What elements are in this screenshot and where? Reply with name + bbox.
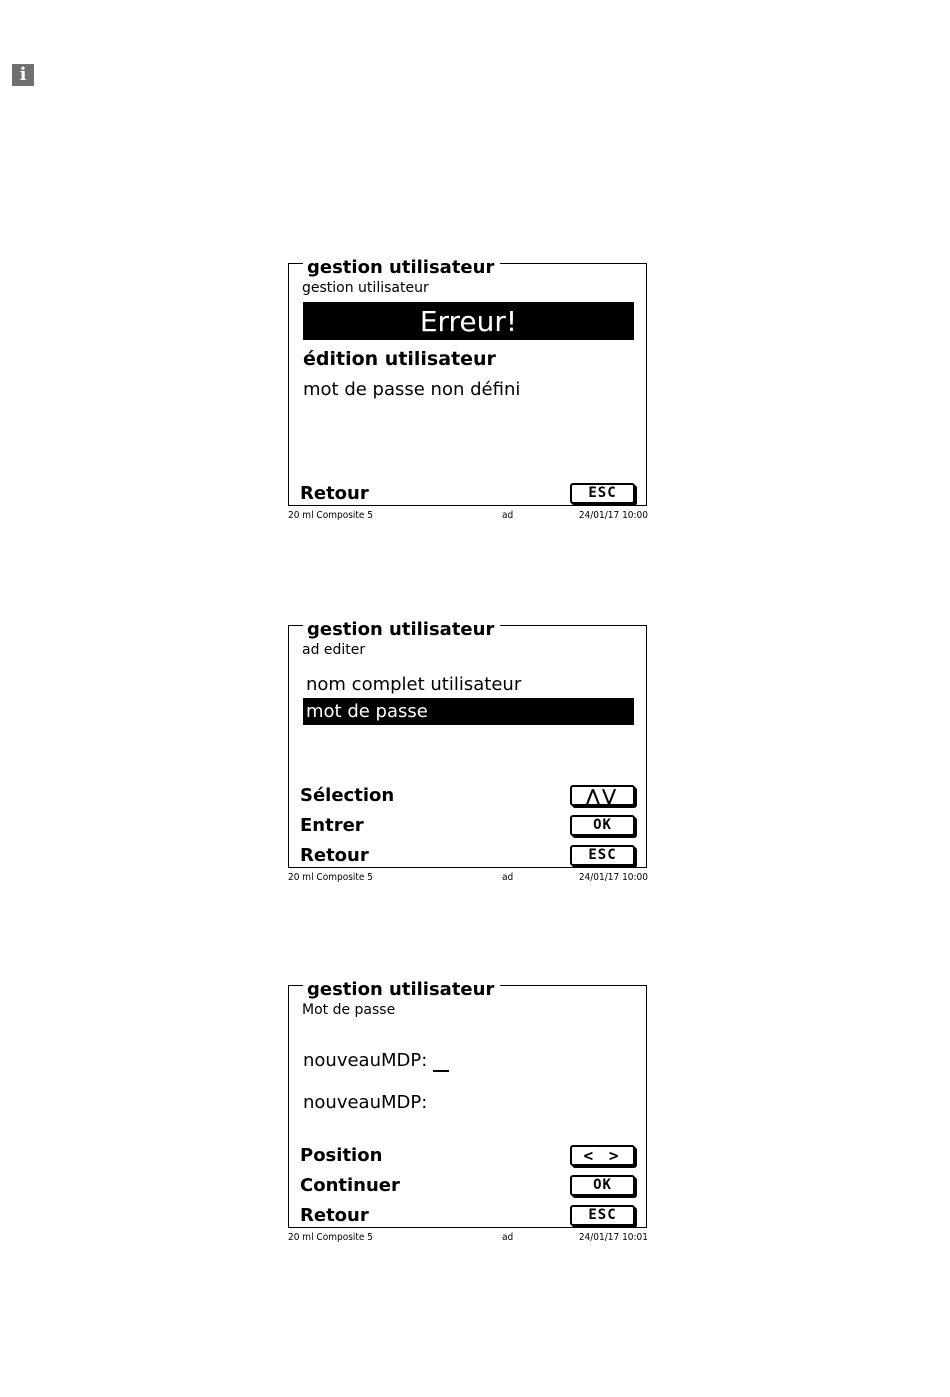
error-heading: édition utilisateur bbox=[303, 348, 496, 370]
ok-key-button[interactable]: OK bbox=[570, 815, 635, 836]
info-icon: i bbox=[12, 64, 34, 86]
edit-user-screen bbox=[286, 620, 650, 892]
ok-key-button[interactable]: OK bbox=[570, 1175, 635, 1196]
back-label: Retour bbox=[300, 483, 369, 504]
screen-subtitle: ad editer bbox=[302, 642, 366, 658]
status-bar bbox=[286, 1231, 650, 1245]
status-bar bbox=[286, 509, 650, 523]
esc-key-button[interactable]: ESC bbox=[570, 483, 635, 504]
password-screen bbox=[286, 980, 650, 1252]
screen-frame bbox=[288, 619, 647, 868]
status-bar bbox=[286, 871, 650, 885]
new-password-label: nouveauMDP: bbox=[303, 1050, 428, 1071]
status-method: 20 ml Composite 5 bbox=[288, 1232, 374, 1243]
status-datetime: 24/01/17 10:01 bbox=[578, 1232, 648, 1243]
left-right-key-button[interactable]: < > bbox=[570, 1145, 635, 1166]
esc-key-button[interactable]: ESC bbox=[570, 1205, 635, 1226]
screen-frame bbox=[288, 979, 647, 1228]
status-user: ad bbox=[502, 510, 514, 521]
screen-subtitle: gestion utilisateur bbox=[302, 280, 429, 296]
screen-subtitle: Mot de passe bbox=[302, 1002, 396, 1018]
error-screen bbox=[286, 258, 650, 530]
screen-title: gestion utilisateur bbox=[303, 620, 500, 640]
text-cursor bbox=[433, 1070, 449, 1072]
back-label: Retour bbox=[300, 1205, 369, 1226]
screen-frame bbox=[288, 257, 647, 506]
position-label: Position bbox=[300, 1145, 383, 1166]
back-label: Retour bbox=[300, 845, 369, 866]
status-method: 20 ml Composite 5 bbox=[288, 510, 374, 521]
confirm-password-label: nouveauMDP: bbox=[303, 1092, 428, 1113]
menu-item-full-name[interactable]: nom complet utilisateur bbox=[306, 674, 522, 695]
error-banner: Erreur! bbox=[303, 302, 634, 340]
status-method: 20 ml Composite 5 bbox=[288, 872, 374, 883]
status-datetime: 24/01/17 10:00 bbox=[578, 872, 648, 883]
confirm-password-field[interactable] bbox=[303, 1092, 427, 1114]
esc-key-button[interactable]: ESC bbox=[570, 845, 635, 866]
menu-item-password[interactable]: mot de passe bbox=[303, 698, 634, 725]
status-user: ad bbox=[502, 1232, 514, 1243]
continue-label: Continuer bbox=[300, 1175, 400, 1196]
status-user: ad bbox=[502, 872, 514, 883]
up-down-key-button[interactable]: ⋀⋁ bbox=[570, 785, 635, 806]
screen-title: gestion utilisateur bbox=[303, 980, 500, 1000]
status-datetime: 24/01/17 10:00 bbox=[578, 510, 648, 521]
selection-label: Sélection bbox=[300, 785, 395, 806]
new-password-field[interactable] bbox=[303, 1050, 449, 1072]
error-message: mot de passe non défini bbox=[303, 379, 521, 400]
screen-title: gestion utilisateur bbox=[303, 258, 500, 278]
enter-label: Entrer bbox=[300, 815, 364, 836]
